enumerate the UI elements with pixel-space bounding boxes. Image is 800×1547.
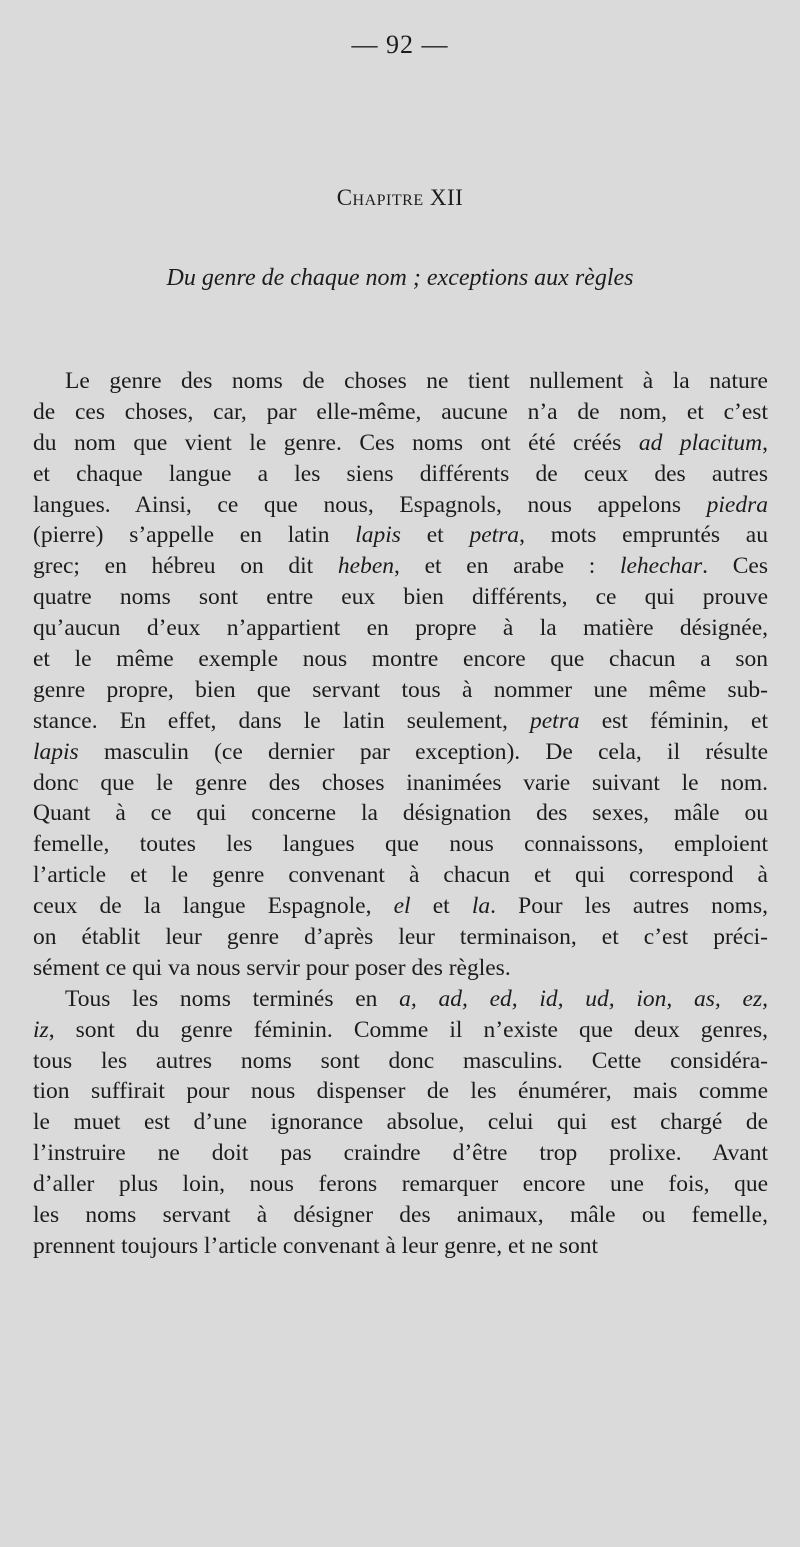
text-run: , et en arabe : — [394, 553, 620, 580]
text-line — [33, 1015, 768, 1046]
text-run: et chaque langue a les siens différents de ceux des autres — [33, 460, 768, 487]
text-line — [33, 1138, 768, 1169]
text-line — [33, 737, 768, 768]
body-text — [33, 366, 768, 1262]
italic-term: ad placitum — [638, 429, 763, 456]
text-run: tous les autres noms sont donc masculins. Cette considéra- — [33, 1047, 768, 1074]
italic-term: a, ad, ed, id, ud, ion, as, ez, — [399, 985, 768, 1012]
chapter-subtitle: Du genre de chaque nom ; exceptions aux règles — [166, 265, 634, 291]
text-run: grec; en hébreu on dit — [33, 553, 338, 580]
text-run: langues. Ainsi, ce que nous, Espagnols, nous appelons — [33, 491, 707, 518]
text-run: femelle, toutes les langues que nous connaissons, emploient — [33, 831, 768, 858]
italic-term: heben — [337, 553, 395, 580]
italic-term: piedra — [706, 491, 768, 518]
text-run: Quant à ce qui concerne la désignation des sexes, mâle ou — [33, 800, 768, 827]
chapter-title: Chapitre XII — [336, 185, 464, 210]
text-line — [33, 953, 768, 984]
text-run: masculin (ce dernier par exception). De cela, il résulte — [78, 738, 768, 765]
italic-term: lehechar — [619, 553, 703, 580]
text-line — [33, 1046, 768, 1077]
text-line — [33, 984, 768, 1015]
text-line — [33, 829, 768, 860]
text-line — [33, 706, 768, 737]
text-line — [33, 490, 768, 521]
text-line — [33, 644, 768, 675]
text-run: les noms servant à désigner des animaux, mâle ou femelle, — [33, 1202, 768, 1229]
text-run: tion suffirait pour nous dispenser de les énumérer, mais comme — [33, 1078, 768, 1105]
text-line — [33, 860, 768, 891]
text-line — [33, 613, 768, 644]
text-line — [33, 768, 768, 799]
text-run: (pierre) s’appelle en latin — [33, 522, 356, 549]
text-line — [33, 891, 768, 922]
page-number: — 92 — — [351, 30, 449, 59]
text-run: . Pour les autres noms, — [490, 893, 768, 920]
text-run: , — [762, 429, 768, 456]
italic-term: lapis — [33, 738, 79, 765]
text-run: Tous les noms terminés en — [65, 985, 400, 1012]
text-line — [33, 1231, 768, 1262]
text-line — [33, 520, 768, 551]
text-line — [33, 1169, 768, 1200]
paragraph — [33, 984, 768, 1262]
text-run: sément ce qui va nous servir pour poser des règles. — [33, 954, 511, 981]
text-run: , sont du genre féminin. Comme il n’existe que deux genres, — [48, 1016, 768, 1043]
text-line — [33, 428, 768, 459]
text-run: , mots empruntés au — [519, 522, 768, 549]
text-run: l’instruire ne doit pas craindre d’être trop prolixe. Avant — [33, 1140, 768, 1167]
paragraph — [33, 366, 768, 984]
italic-term: iz — [33, 1016, 49, 1043]
text-run: et le même exemple nous montre encore que chacun a son — [33, 646, 768, 673]
text-run: l’article et le genre convenant à chacun et qui correspond à — [33, 862, 768, 889]
text-run: du nom que vient le genre. Ces noms ont été créés — [33, 429, 639, 456]
text-run: le muet est d’une ignorance absolue, celui qui est chargé de — [33, 1109, 768, 1136]
text-line — [33, 582, 768, 613]
italic-term: la — [471, 893, 491, 920]
text-run: stance. En effet, dans le latin seulement, — [33, 707, 530, 734]
text-run: et — [410, 893, 472, 920]
text-run: d’aller plus loin, nous ferons remarquer encore une fois, que — [33, 1171, 768, 1198]
text-line — [33, 798, 768, 829]
italic-term: el — [393, 893, 411, 920]
text-run: prennent toujours l’article convenant à leur genre, et ne sont — [33, 1232, 599, 1259]
italic-term: petra — [529, 707, 580, 734]
text-run: est féminin, et — [579, 707, 768, 734]
text-line — [33, 366, 768, 397]
text-run: on établit leur genre d’après leur terminaison, et c’est préci- — [33, 924, 768, 951]
text-run: donc que le genre des choses inanimées varie suivant le nom. — [33, 769, 768, 796]
text-run: genre propre, bien que servant tous à nommer une même sub- — [33, 676, 768, 703]
text-run: ceux de la langue Espagnole, — [33, 893, 394, 920]
text-line — [33, 1107, 768, 1138]
text-run: et — [400, 522, 470, 549]
text-line — [33, 397, 768, 428]
text-line — [33, 1200, 768, 1231]
text-line — [33, 551, 768, 582]
text-run: . Ces — [702, 553, 768, 580]
text-run: quatre noms sont entre eux bien différents, ce qui prouve — [33, 584, 768, 611]
italic-term: lapis — [355, 522, 401, 549]
text-line — [33, 675, 768, 706]
text-line — [33, 1076, 768, 1107]
text-line — [33, 459, 768, 490]
text-run: de ces choses, car, par elle-même, aucune n’a de nom, et c’est — [33, 398, 768, 425]
text-run: Le genre des noms de choses ne tient nullement à la nature — [65, 368, 768, 394]
text-line — [33, 922, 768, 953]
italic-term: petra — [469, 522, 520, 549]
text-run: qu’aucun d’eux n’appartient en propre à la matière désignée, — [33, 615, 768, 642]
